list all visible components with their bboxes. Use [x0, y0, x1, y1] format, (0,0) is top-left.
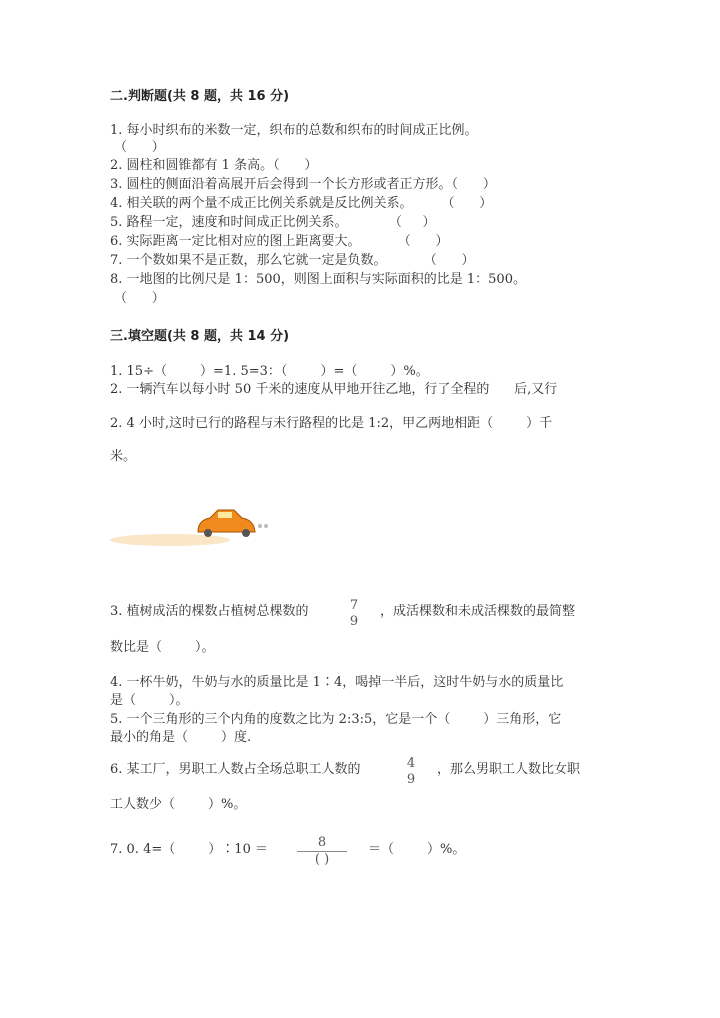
fraction-numerator: 7 [349, 598, 359, 613]
section-3-title: 三.填空题(共 8 题，共 14 分) [110, 329, 290, 344]
fraction-4-9 [404, 756, 418, 788]
fill-q5-line1: 5. 一个三角形的三个内角的度数之比为 2:3:5，它是一个（ ）三角形，它 [110, 712, 562, 727]
fill-q6-text-after: ，那么男职工人数比女职 [437, 762, 581, 777]
fraction-numerator: 8 [317, 835, 327, 850]
fraction-7-9 [347, 598, 361, 630]
fill-q6-text: 6. 某工厂，男职工人数占全场总职工人数的 [110, 762, 361, 777]
fraction-denominator[interactable]: ( ) [297, 851, 347, 868]
fraction-denominator: 9 [349, 614, 359, 629]
fill-q2-line1: 2. 一辆汽车以每小时 50 千米的速度从甲地开往乙地，行了全程的 后,又行 [110, 382, 558, 397]
judge-q4: 4. 相关联的两个量不成正比例关系就是反比例关系。 （ ） [110, 196, 493, 211]
fill-q4-line2: 是（ ）。 [110, 693, 189, 708]
fill-q5-line2: 最小的角是（ ）度. [110, 730, 252, 745]
fill-q3-line2: 数比是（ ）。 [110, 640, 215, 655]
judge-q6: 6. 实际距离一定比相对应的图上距离要大。 （ ） [110, 234, 449, 249]
fill-q6-line2: 工人数少（ ）%。 [110, 797, 247, 812]
fill-q2-line2: 2. 4 小时,这时已行的路程与未行路程的比是 1:2，甲乙两地相距（ ）千 [110, 416, 553, 431]
car-illustration [110, 500, 270, 550]
judge-q2: 2. 圆柱和圆锥都有 1 条高。（ ） [110, 158, 318, 173]
judge-q5: 5. 路程一定，速度和时间成正比例关系。 （ ） [110, 215, 436, 230]
judge-q8-answer[interactable]: （ ） [114, 291, 165, 306]
fill-q3-text: 3. 植树成活的棵数占植树总棵数的 [110, 604, 309, 619]
fill-q7-text-after: ＝（ ）%。 [368, 842, 466, 857]
fraction-denominator: 9 [406, 772, 416, 787]
judge-q7: 7. 一个数如果不是正数，那么它就一定是负数。 （ ） [110, 253, 475, 268]
judge-q8: 8. 一地图的比例尺是 1：500，则图上面积与实际面积的比是 1：500。 [110, 272, 526, 287]
fill-q4-line1: 4. 一杯牛奶，牛奶与水的质量比是 1∶4，喝掉一半后，这时牛奶与水的质量比 [110, 675, 564, 690]
judge-q1-answer[interactable]: （ ） [114, 140, 165, 155]
fill-q3-text-after: ，成活棵数和未成活棵数的最简整 [380, 604, 576, 619]
judge-q3: 3. 圆柱的侧面沿着高展开后会得到一个长方形或者正方形。（ ） [110, 177, 496, 192]
section-2-title: 二.判断题(共 8 题，共 16 分) [110, 89, 290, 104]
fraction-8-blank [297, 835, 347, 868]
fraction-numerator: 4 [406, 756, 416, 771]
fill-q2-line3: 米。 [110, 449, 137, 464]
fill-q7-text: 7. 0. 4=（ ）∶10 ＝ [110, 842, 268, 857]
judge-q1: 1. 每小时织布的米数一定，织布的总数和织布的时间成正比例。 [110, 123, 478, 138]
fill-q1: 1. 15÷（ ）=1. 5=3：（ ）=（ ）%。 [110, 364, 429, 379]
